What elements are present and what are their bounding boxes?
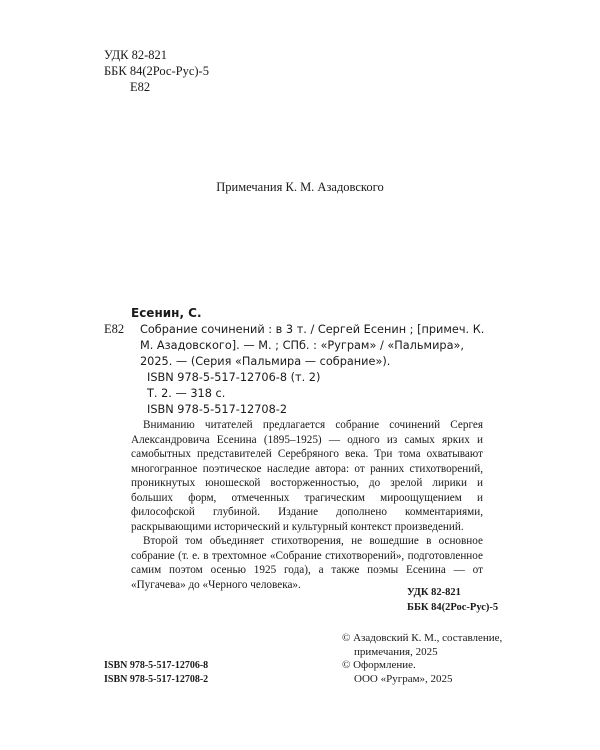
isbn-footer-line: ISBN 978-5-517-12706-8: [104, 660, 209, 671]
catalog-isbn-block: [147, 370, 320, 418]
bbk-code: ББК 84(2Рос-Рус)-5: [104, 64, 209, 78]
annotation-paragraph: Вниманию читателей предлагается собрание сочинений Сергея Александровича Есенина (1895–1925) — одного из самых ярких и самобытных представителей Серебряного века. Три тома охватывают многогранное поэтическое наследие автора: от ранних стихотворений, проникнутых юношеской восторженностью, до зрелой лирики и больших форм, отмеченных трагическим мироощущением и философской глубиной. Издание дополнено комментариями, раскрывающими исторический и культурный контекст произведений.: [131, 419, 483, 533]
copyright-notice: [342, 632, 502, 686]
isbn-footer-line: ISBN 978-5-517-12708-2: [104, 674, 209, 685]
udk-code-bold: УДК 82-821: [407, 587, 461, 598]
notes-credit: Примечания К. М. Азадовского: [216, 180, 384, 194]
isbn-footer: [104, 659, 208, 687]
bbk-code-bold: ББК 84(2Рос-Рус)-5: [407, 602, 499, 613]
udk-code: УДК 82-821: [104, 48, 167, 62]
isbn-set: ISBN 978-5-517-12708-2: [147, 403, 288, 416]
annotation: [131, 418, 483, 592]
annotation-paragraph: Второй том объединяет стихотворения, не вошедшие в основное собрание (т. е. в трехтомное «Собрание стихотворений», подготовленное самим поэтом осенью 1925 года), а также поэмы Есенина — от «Пугачева» до «Черного человека».: [131, 535, 483, 591]
isbn-volume: ISBN 978-5-517-12706-8 (т. 2): [147, 371, 321, 384]
classification-codes: [104, 47, 209, 95]
classification-codes-bold: [407, 585, 498, 615]
author-mark: Е82: [130, 80, 151, 94]
copyright-line: © Азадовский К. М., составление,: [342, 632, 503, 644]
copyright-line: ООО «Руграм», 2025: [354, 672, 453, 685]
copyright-line: примечания, 2025: [354, 645, 438, 658]
catalog-author: Есенин, С.: [131, 306, 202, 320]
bibliographic-record: Собрание сочинений : в 3 т. / Сергей Есенин ; [примеч. К. М. Азадовского]. — М. ; СПб. : «Руграм» / «Пальмира», 2025. — (Серия «Пальмира — собрание»).: [140, 323, 485, 368]
catalog-author-mark: Е82: [104, 322, 125, 336]
volume-pages: Т. 2. — 318 с.: [147, 387, 226, 400]
copyright-line: © Оформление.: [342, 659, 416, 671]
